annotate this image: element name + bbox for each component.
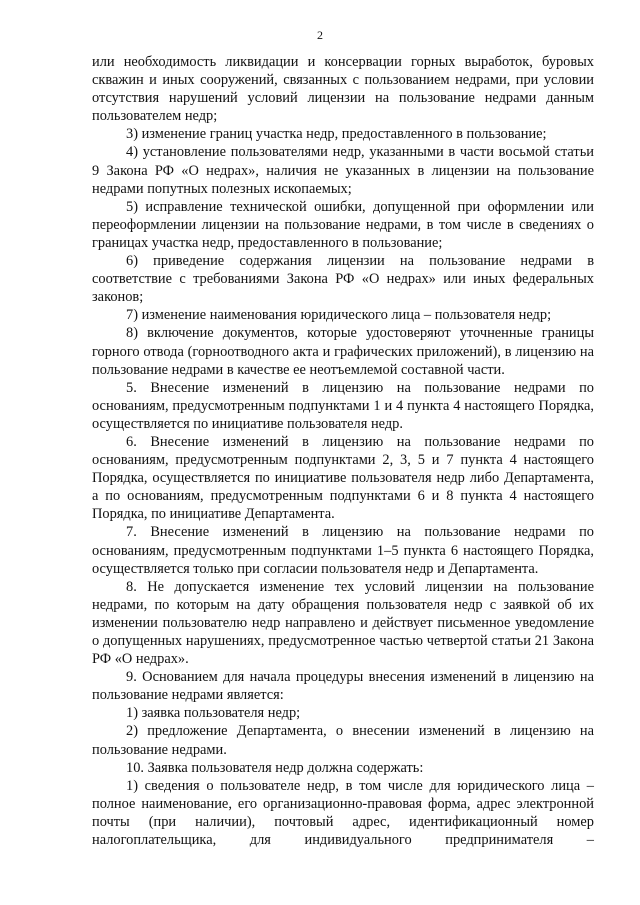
paragraph-continuation: или необходимость ликвидации и консервации горных выработок, буровых скважин и иных сооружений, связанных с пользованием недрами, при условии отсутствия нарушений условий лицензии на пользование недрами данным пользователем недр;	[92, 54, 594, 125]
list-item-7: 7) изменение наименования юридического лица – пользователя недр;	[126, 307, 552, 324]
clause-9-item-1: 1) заявка пользователя недр;	[126, 705, 301, 722]
clause-6: 6. Внесение изменений в лицензию на пользование недрами по основаниям, предусмотренным подпунктами 2, 3, 5 и 7 пункта 4 настоящего Порядка, осуществляется по инициативе пользователя недр либо Департамента, а по основаниям, предусмотренным подпунктами 6 и 8 пункта 4 настоящего Порядка, по инициативе Департамента.	[92, 433, 594, 523]
list-item-4: 4) установление пользователями недр, указанными в части восьмой статьи 9 Закона РФ «О недрах», наличия не указанных в лицензии на пользование недрами попутных полезных ископаемых;	[92, 144, 594, 197]
list-item-8: 8) включение документов, которые удостоверяют уточненные границы горного отвода (горноотводного акта и графических приложений), в лицензию на пользование недрами в качестве ее неотъемлемой составной части.	[92, 325, 594, 378]
list-item-5: 5) исправление технической ошибки, допущенной при оформлении или переоформлении лицензии на пользование недрами, в том числе в сведениях о границах участка недр, предоставленного в пользование;	[92, 198, 594, 251]
list-item-3: 3) изменение границ участка недр, предоставленного в пользование;	[126, 126, 547, 143]
clause-10: 10. Заявка пользователя недр должна содержать:	[126, 759, 424, 776]
clause-9: 9. Основанием для начала процедуры внесения изменений в лицензию на пользование недрами является:	[92, 669, 594, 704]
clause-5: 5. Внесение изменений в лицензию на пользование недрами по основаниям, предусмотренным подпунктами 1 и 4 пункта 4 настоящего Порядка, осуществляется по инициативе пользователя недр.	[92, 379, 594, 432]
clause-7: 7. Внесение изменений в лицензию на пользование недрами по основаниям, предусмотренным подпунктами 1–5 пункта 6 настоящего Порядка, осуществляется только при согласии пользователя недр и Департамента.	[92, 524, 594, 577]
page-number: 2	[317, 28, 323, 42]
clause-9-item-2: 2) предложение Департамента, о внесении изменений в лицензию на пользование недрами.	[92, 723, 594, 758]
list-item-6: 6) приведение содержания лицензии на пользование недрами в соответствие с требованиями Закона РФ «О недрах» или иных федеральных законов;	[92, 253, 594, 306]
document-body	[92, 53, 594, 849]
clause-10-item-1: 1) сведения о пользователе недр, в том числе для юридического лица – полное наименование, его организационно-правовая форма, адрес электронной почты (при наличии), почтовый адрес, идентификационный номер налогоплательщика, для индивидуального предпринимателя –	[92, 777, 594, 849]
clause-8: 8. Не допускается изменение тех условий лицензии на пользование недрами, по которым на дату обращения пользователя недр с заявкой об их изменении пользователю недр направлено и действует письменное уведомление о допущенных нарушениях, предусмотренное частью четвертой статьи 21 Закона РФ «О недрах».	[92, 578, 594, 668]
